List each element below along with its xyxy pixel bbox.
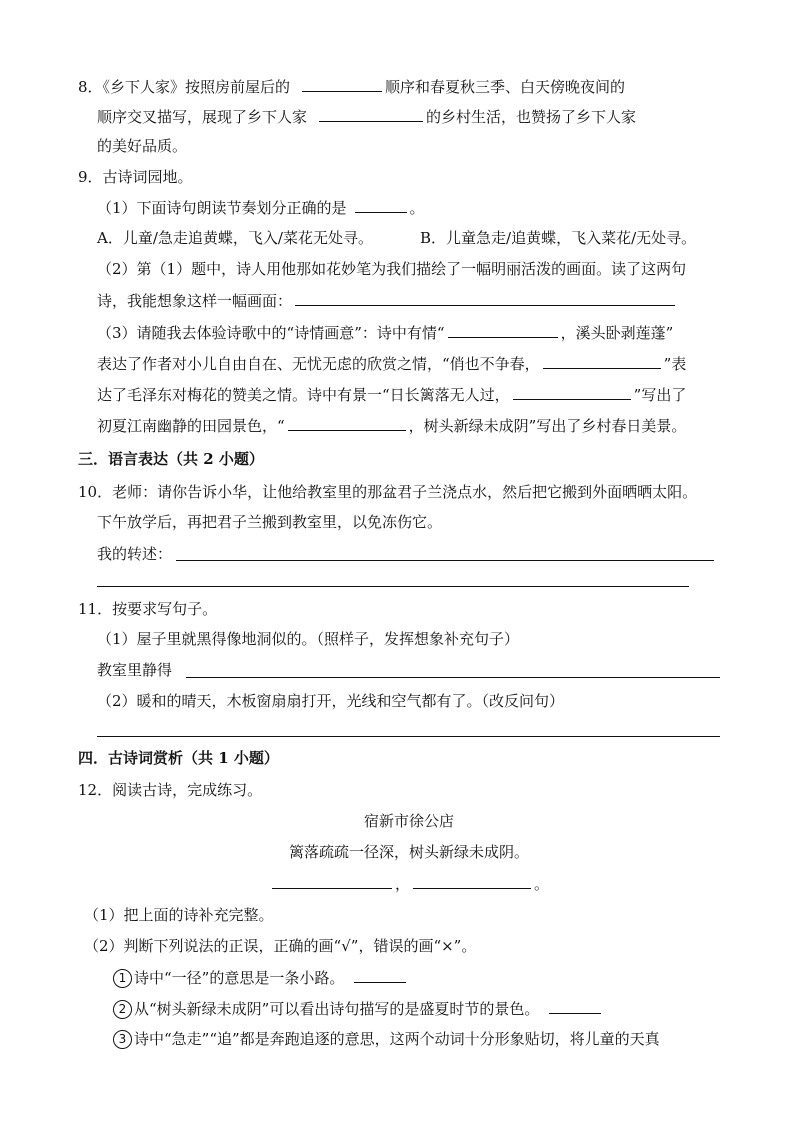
- q8-line-3: 的美好品质。: [97, 137, 188, 155]
- q10-line-2: 下午放学后，再把君子兰搬到教室里，以免冻伤它。: [97, 513, 443, 531]
- circled-number: 2: [113, 1000, 132, 1019]
- circled-number: 1: [113, 969, 132, 988]
- q9-s3-text: ，树头新绿未成阴”写出了乡村春日美景。: [408, 417, 687, 435]
- poem-title: 宿新市徐公店: [363, 812, 454, 830]
- judge-item-1: [113, 967, 409, 989]
- q8-line-1: [78, 76, 625, 97]
- poem-end: 。: [534, 875, 550, 893]
- q9-s3-blank-2[interactable]: [543, 353, 661, 369]
- q9-s3-text: ”表: [663, 355, 687, 373]
- q11-s1-answer-line[interactable]: [186, 677, 720, 678]
- q8-text: 顺序交叉描写，展现了乡下人家: [97, 108, 308, 126]
- q10-answer-line-1[interactable]: [176, 560, 714, 561]
- q9-s3-text: ”写出了: [633, 386, 687, 404]
- q9-s2-line-2: [97, 290, 678, 311]
- q8-line-2: [97, 106, 636, 127]
- q11-s2-prompt: （2）暖和的晴天，木板窗扇扇打开，光线和空气都有了。（改反问句）: [97, 692, 565, 710]
- q9-option-b[interactable]: B．儿童急走/追黄蝶，飞入菜花/无处寻。: [420, 229, 697, 247]
- q8-blank-1[interactable]: [302, 76, 382, 92]
- section-4-heading: 四．古诗词赏析（共 1 小题）: [78, 749, 279, 767]
- q12-s2-prompt: （2）判断下列说法的正误，正确的画“√”，错误的画“×”。: [84, 937, 477, 955]
- q9-title: 9．古诗词园地。: [78, 168, 193, 186]
- q8-text: 的乡村生活，也赞扬了乡下人家: [426, 108, 637, 126]
- q9-s1-blank[interactable]: [355, 197, 407, 213]
- judge-item-text: 诗中“急走”“追”都是奔跑追逐的意思，这两个动词十分形象贴切，将儿童的天真: [134, 1030, 660, 1048]
- q10-line-1: 10．老师：请你告诉小华，让他给教室里的那盆君子兰浇点水，然后把它搬到外面晒晒太阳。: [78, 483, 698, 501]
- q9-option-a[interactable]: A．儿童/急走追黄蝶，飞入/菜花无处寻。: [97, 229, 373, 247]
- q9-s3-text: ，溪头卧剥莲蓬”: [560, 324, 674, 342]
- q9-s3-text: 表达了作者对小儿自由自在、无忧无虑的欣赏之情，“俏也不争春，: [97, 355, 540, 373]
- judge-item-3: [113, 1029, 660, 1050]
- section-3-heading: 三．语言表达（共 2 小题）: [78, 450, 264, 468]
- q8-text: 顺序和春夏秋三季、白天傍晚夜间的: [385, 78, 626, 96]
- q12-title: 12．阅读古诗，完成练习。: [78, 781, 263, 799]
- q11-s1-answer-label: 教室里静得: [97, 661, 173, 679]
- q9-s2-blank[interactable]: [295, 290, 675, 306]
- poem-blank-2[interactable]: [413, 873, 531, 889]
- judge-item-text: 从“树头新绿未成阴”可以看出诗句描写的是盛夏时节的景色。: [134, 1000, 540, 1018]
- q11-title: 11．按要求写句子。: [78, 600, 218, 618]
- judge-item-2: [113, 998, 604, 1020]
- q9-s3-blank-1[interactable]: [448, 322, 558, 338]
- q9-s2-line-1: （2）第（1）题中，诗人用他那如花妙笔为我们描绘了一幅明丽活泼的画面。读了这两句: [97, 260, 687, 278]
- q9-s3-line-1: [97, 322, 673, 343]
- q10-answer-line-2[interactable]: [97, 586, 689, 587]
- q12-s1-prompt: （1）把上面的诗补充完整。: [84, 906, 274, 924]
- q8-blank-2[interactable]: [319, 106, 423, 122]
- judge-item-1-blank[interactable]: [354, 967, 406, 983]
- q9-s3-line-4: [97, 415, 686, 436]
- q9-s3-line-3: [97, 384, 686, 405]
- poem-blank-1[interactable]: [272, 873, 392, 889]
- poem-separator: ，: [394, 875, 410, 893]
- q8-text: 8．《乡下人家》按照房前屋后的: [78, 78, 291, 96]
- q9-s3-line-2: [97, 353, 686, 374]
- judge-item-text: 诗中“一径”的意思是一条小路。: [134, 969, 345, 987]
- q10-answer-label: 我的转述：: [97, 545, 173, 563]
- poem-line-2-blanks: [12, 873, 794, 894]
- q9-s1-text: （1）下面诗句朗读节奏划分正确的是: [97, 199, 347, 217]
- circled-number: 3: [113, 1030, 132, 1049]
- q11-s1-prompt: （1）屋子里就黑得像地洞似的。（照样子，发挥想象补充句子）: [97, 630, 520, 648]
- q9-s3-blank-3[interactable]: [513, 384, 631, 400]
- q11-s2-answer-line[interactable]: [97, 736, 720, 737]
- judge-item-2-blank[interactable]: [549, 998, 601, 1014]
- q9-s3-blank-4[interactable]: [288, 415, 406, 431]
- poem-line-1: 篱落疏疏一径深，树头新绿未成阴。: [288, 843, 529, 861]
- q9-s3-text: 初夏江南幽静的田园景色，“: [97, 417, 285, 435]
- q9-s2-text: 诗，我能想象这样一幅画面：: [97, 292, 293, 310]
- q9-s3-text: 达了毛泽东对梅花的赞美之情。诗中有景一“日长篱落无人过，: [97, 386, 510, 404]
- q9-s1-end: 。: [409, 199, 425, 217]
- q9-s3-text: （3）请随我去体验诗歌中的“诗情画意”：诗中有情“: [97, 324, 445, 342]
- q9-s1-line: [97, 197, 425, 218]
